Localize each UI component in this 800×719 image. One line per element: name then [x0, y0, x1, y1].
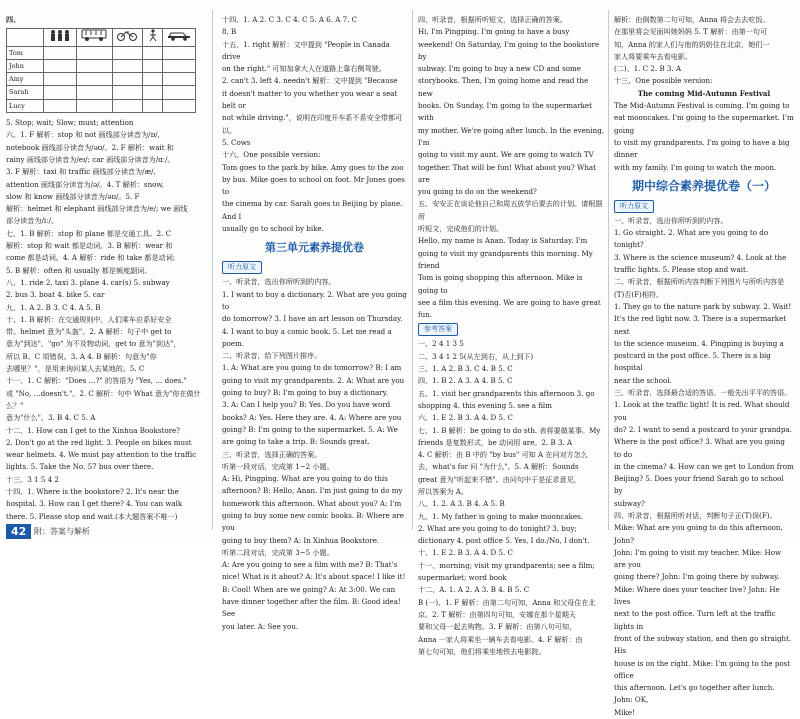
text-line: 七、1. B 解析：stop 和 plane 都是交通工具。2. C	[6, 228, 172, 238]
text-line: do? 2. I want to send a postcard to your grandpa.	[614, 424, 792, 434]
text-line: 二、3 4 1 2 5(从左到右，从上到下)	[418, 351, 534, 361]
text-line: slow 和 know 画线部分读音为/əʊ/。5. F	[6, 191, 140, 201]
text-line: 4. C 解析：由 B 中的 "by bus" 可知 A 在问对方怎么	[418, 450, 588, 460]
text-line: Tom goes to the park by bike. Amy goes to the zoo	[222, 162, 404, 172]
text-line: 知，Anna 的家人们与他的奶奶住在北京，她们一	[614, 39, 770, 49]
text-line: 九、1. My father is going to make mooncakes.	[418, 511, 583, 521]
essay-lines	[614, 100, 794, 174]
bus-icon	[77, 29, 112, 46]
text-line: 部分读音为/iː/。	[6, 216, 59, 226]
listening-banner: 听力原文	[222, 261, 262, 274]
text-line: you going to do on the weekend?	[418, 187, 537, 197]
text-line: front of the subway station, and then go straight. His	[614, 633, 792, 656]
text-line: 2. bus 3. boat 4. bike 5. car	[6, 290, 105, 300]
text-line: going to visit my aunt. We are going to watch TV	[418, 150, 594, 160]
text-line: not while driving."，说明在印度开车系不系安全带都可以。	[222, 113, 403, 135]
answer-lines	[614, 14, 794, 88]
text-line: 京。2. T 解析：由第四句可知，安娜在那个星期天	[418, 609, 576, 619]
text-line: next to the post office. Turn left at the traffic lights in	[614, 609, 776, 631]
text-line: attention 画线部分读音为/ə/。4. T 解析：snow,	[6, 179, 164, 189]
text-line: to visit my grandparents. I'm going to have a big dinner	[614, 137, 790, 160]
text-line: 听短文，完成他们的计划。	[418, 224, 504, 234]
text-line: traffic lights. 5. Please stop and wait.	[614, 265, 749, 275]
people-icon	[44, 29, 77, 46]
column-3	[418, 14, 604, 656]
text-line: storybooks. Then, I'm going home and read the new	[418, 76, 589, 98]
text-line: 七、1. B 解析：be going to do sth. 表将要做某事。My	[418, 425, 601, 435]
text-line: in the cinema? 4. How can we get to London from	[614, 461, 794, 471]
text-line: 2. Don't go at the red light. 3. People on bikes must	[6, 437, 192, 447]
walk-icon	[143, 29, 162, 46]
text-line: 十、1. E 2. B 3. A 4. D 5. C	[418, 548, 513, 558]
text-line: (二)、1. C 2. B 3. A	[614, 64, 682, 74]
text-line: shopping 4. this evening 5. see a film	[418, 400, 552, 410]
table-row: Lucy	[7, 99, 196, 112]
text-line: 带。helmet 意为"头盔"。2. A 解析：句子中 get to	[6, 327, 172, 337]
text-line: have dinner together after the film. B: Good idea! See	[222, 597, 401, 619]
text-line: 十四、1. Where is the bookstore? 2. It's near the	[6, 486, 179, 496]
text-line: 3. A: Can I help you? B: Yes. Do you have word	[222, 400, 391, 410]
section-heading: 四、	[6, 15, 21, 24]
text-line: 十二、A. 1. A 2. A 3. B 4. B 5. C	[418, 585, 530, 595]
text-line: this afternoon. Let's go together after lunch. John: OK,	[614, 683, 775, 705]
text-line: 在那里将会见面叫她妈妈 5. T 解析：由第一句可	[614, 27, 768, 37]
text-line: 5. B 解析：often 和 usually 都是频度副词。	[6, 265, 152, 275]
text-line: 八、1. ride 2. taxi 3. plane 4. car(s) 5. subway	[6, 277, 170, 287]
text-line: 1. Look at the traffic light! It is red. What should you	[614, 400, 790, 422]
text-line: 听第一段对话，完成第 1~2 小题。	[222, 461, 334, 471]
text-line: 3. F 解析：taxi 和 traffic 画线部分读音为/æ/,	[6, 167, 156, 177]
text-line: 三、1. A 2. B 3. C 4. B 5. C	[418, 364, 513, 374]
text-line: Hi, I'm Pingping. I'm going to have a busy	[418, 27, 570, 37]
text-line: Mike: What are you going to do this afternoon, John?	[614, 523, 783, 545]
text-line: 十三、3 1 5 4 2	[6, 474, 59, 484]
exam-title: 期中综合素养提优卷（一）	[631, 178, 776, 193]
text-line: together. That will be fun! What about you? What are	[418, 162, 596, 184]
text-line: 三、听录音，选择正确的答案。	[222, 449, 322, 459]
text-line: friends 是复数形式，be 动词用 are。2. B 3. A	[418, 437, 573, 447]
text-line: you later. A: See you.	[222, 621, 299, 631]
text-line: 意为"什么"。3. B 4. C 5. A	[6, 413, 96, 423]
text-line: 十五、1. right 解析：文中提到 "People in Canada drive	[222, 39, 390, 61]
text-line: 解析：helmet 和 elephant 画线部分读音为/e/; we 画线	[6, 204, 188, 214]
text-line: going? B: I'm going to the supermarket. 5. A: We	[222, 424, 398, 434]
text-line: 十四、1. A 2. C 3. C 4. C 5. A 6. A 7. C	[222, 15, 358, 24]
answer-lines	[418, 338, 604, 658]
text-line: 1. I want to buy a dictionary. 2. What are you going to	[222, 289, 407, 311]
text-line: 一、听录音，选出你所听到的内容。	[614, 215, 728, 225]
text-line: 一、听录音，选出你所听到的内容。	[222, 277, 336, 287]
text-line: 八、1. 2. A 3. B 4. A 5. B	[418, 499, 505, 509]
text-line: 第七句可知，他们将乘坐地铁去电影院。	[418, 646, 546, 656]
column-divider	[212, 10, 213, 530]
table-row: John	[7, 59, 196, 72]
text-line: 1. They go to the nature park by subway. 2. Wait!	[614, 301, 792, 311]
essay-title: The coming Mid-Autumn Festival	[637, 88, 771, 98]
text-line: B: Cool! When are we going? A: At 3:00. We can	[222, 584, 396, 594]
page-number: 42	[6, 524, 31, 539]
text-line: John: I'm going to visit my teacher. Mike: How are you	[614, 547, 782, 570]
table-row: Tom	[7, 46, 196, 59]
text-line: eat mooncakes. I'm going to the supermarket. I'm going	[614, 113, 794, 135]
text-line: The Mid-Autumn Festival is coming. I'm going to	[614, 101, 790, 111]
text-line: going to visit my grandparents this morning. My friend	[418, 248, 593, 270]
text-line: 二、听录音，根据所听内容判断下列图片与所听内容是(T)否(F)相符。	[614, 277, 785, 299]
text-line: 8. B	[222, 27, 237, 37]
text-line: A: Are you going to see a film with me? B: That's	[222, 560, 398, 570]
text-line: Mike: Where does your teacher live? John: He lives	[614, 584, 780, 607]
text-line: 要和父母一起去购物。3. F 解析：由第八句可知，	[418, 622, 577, 632]
text-line: subway?	[614, 498, 645, 508]
text-line: Hello, my name is Anan. Today is Saturday. I'm	[418, 236, 588, 246]
reference-answer-banner: 参考答案	[418, 323, 458, 336]
text-line: 十一、1. C 解析："Does …?" 的答语为 "Yes, … does."	[6, 376, 187, 386]
text-line: subway. I'm going to buy a new CD and some	[418, 64, 581, 74]
text-line: postcard in the post office. 5. There is a big hospital	[614, 351, 771, 373]
page-footer	[0, 520, 800, 545]
text-line: wear helmets. 4. We must pay attention to the traffic	[6, 450, 197, 460]
column-1	[6, 14, 202, 532]
text-line: 五、安安正在谈论他自己和周五放学后要去的计划。请根据所	[418, 199, 603, 221]
text-line: 1. A: What are you going to do tomorrow? B: I am	[222, 363, 402, 373]
text-line: homework this afternoon. What about you? A: I'm	[222, 498, 402, 508]
text-line: 意为"到达"，"go" 为不及物动词，get to 意为"到达"，	[6, 339, 181, 349]
text-line: usually go to school by bike.	[222, 224, 324, 234]
text-line: 一、2 4 1 3 5	[418, 339, 464, 349]
unit-title: 第三单元素养提优卷	[265, 241, 364, 255]
text-line: 2. can't 3. left 4. needn't 解析：文中提到 "Because	[222, 76, 398, 86]
text-line: going to buy? B: I'm going to buy a dictionary.	[222, 388, 388, 398]
text-line: rainy 画线部分读音为/eɪ/; car 画线部分读音为/ɑː/。	[6, 154, 175, 164]
text-line: 5. Stop; wait; Slow; must; attention	[6, 118, 134, 128]
text-line: Mike!	[614, 707, 635, 717]
text-line: there. 5. Please stop and wait.(本大题答案不唯一)	[6, 511, 178, 521]
text-line: 六、1. F 解析：stop 和 not 画线部分读音为/ɒ/,	[6, 130, 160, 140]
table-row: Sarah	[7, 86, 196, 99]
text-line: 二、听录音，给下列图片排序。	[222, 351, 322, 361]
text-line: the cinema by car. Sarah goes to Beijing by plane. And I	[222, 199, 403, 221]
text-line: A: Hi, Pingping. What are you going to do this	[222, 474, 388, 484]
text-line: Tom is going shopping this afternoon. Mike is going to	[418, 273, 583, 295]
text-line: 四、听录音，根据所听对话，判断句子正(T)误(F)。	[614, 510, 777, 520]
text-line: supermarket; word book	[418, 573, 507, 583]
text-line: it doesn't matter to you whether you wear a seat belt or	[222, 88, 398, 111]
text-line: B (一)、1. F 解析：由第二句可知，Anna 和父母住在北	[418, 597, 596, 607]
text-line: It's the red light now. 3. There is a supermarket next	[614, 314, 787, 336]
text-line: Anna 一家人将乘坐一辆车去看电影。4. F 解析：由	[418, 634, 583, 644]
text-line: are going to take a trip. B: Sounds great.	[222, 437, 370, 447]
listening-lines	[614, 215, 794, 719]
text-line: afternoon? B: Hello, Anan. I'm just going to do my	[222, 486, 403, 496]
text-line: 解析：stop 和 wait 都是动词。3. B 解析：wear 和	[6, 241, 173, 251]
text-line: 家人将要乘车去看电影。	[614, 51, 693, 61]
text-line: going to buy some new comic books. B: Where are you	[222, 510, 404, 533]
bike-icon	[112, 29, 143, 46]
text-line: 十、1. B 解析：在交通规则中，人们乘车应系好安全	[6, 314, 172, 324]
text-line: 六、1. E 2. B 3. A 4. D 5. C	[418, 413, 513, 423]
text-line: do tomorrow? 3. I have an art lesson on Thursday.	[222, 314, 403, 324]
text-line: 或 "No, …doesn't."。2. C 解析：句中 What 意为"你在做什么？"	[6, 388, 201, 410]
text-line: 所以 B、C 项错误。3. A 4. B 解析：句意为"你	[6, 351, 157, 361]
footer-label: 附：答案与解析	[34, 527, 90, 536]
text-line: by bus. Mike goes to school on foot. Mr Jones goes to	[222, 174, 405, 197]
column-divider	[412, 10, 413, 530]
text-line: 3. Where is the science museum? 4. Look at the	[614, 252, 787, 262]
listening-banner: 听力原文	[614, 200, 654, 213]
text-line: 四、1. B 2. A 3. A 4. B 5. C	[418, 376, 513, 386]
text-line: 十一、morning; visit my grandparents; see a film;	[418, 560, 595, 570]
text-line: dictionary 4. post office 5. Yes, I do./No, I don't.	[418, 536, 590, 546]
answer-lines	[6, 117, 202, 523]
table-row: Amy	[7, 73, 196, 86]
text-line: 所以答案为 A。	[418, 486, 468, 496]
text-line: see a film this evening. We are going to have great fun.	[418, 297, 601, 320]
listening-lines	[222, 276, 407, 633]
text-line: books. On Sunday, I'm going to the supermarket with	[418, 101, 592, 123]
text-line: 去，what's for 问 "为什么"。5. A 解析：Sounds	[418, 462, 579, 472]
text-line: 4. I want to buy a comic book. 5. Let me read a poem.	[222, 326, 392, 348]
text-line: going to visit my grandparents. 2. A: What are you	[222, 375, 405, 385]
text-line: on the right." 可知加拿大人在道路上靠右侧驾驶。	[222, 64, 386, 74]
text-line: notebook 画线部分读音为/əʊ/。2. F 解析：wait 和	[6, 142, 174, 152]
text-line: near the school.	[614, 375, 672, 385]
text-line: 五、1. visit her grandparents this afternoon 3. go	[418, 388, 595, 398]
text-line: 1. Go straight. 2. What are you going to do tonight?	[614, 228, 769, 250]
text-line: great 意为"听起来不错"。由问句中于是征求意见，	[418, 474, 581, 484]
text-line: 听第二段对话，完成第 3~5 小题。	[222, 547, 334, 557]
text-line: 去哪里？"，是用来询问某人去某地的。5. C	[6, 364, 145, 374]
text-line: going to buy them? A: In Xinhua Bookstore.	[222, 535, 380, 545]
text-line: lights. 5. Take the No. 57 bus over there.	[6, 462, 154, 472]
text-line: Where is the post office? 3. What are you going to do	[614, 437, 785, 459]
text-line: books? A: Yes. Here they are. 4. A: Where are you	[222, 412, 402, 422]
text-line: 解析：由倒数第二句可知，Anna 将会去去吃饭。	[614, 15, 770, 24]
column-divider	[608, 10, 609, 530]
answer-lines	[222, 14, 407, 235]
text-line: nice! What is it about? A: It's about space! I like it!	[222, 572, 406, 582]
listening-lines	[418, 14, 604, 321]
text-line: 2. What are you going to do tonight? 3. buy;	[418, 523, 577, 533]
text-line: hospital. 3. How can I get there? 4. You can walk	[6, 499, 183, 509]
text-line: 九、1. A 2. B 3. C 4. A 5. B	[6, 302, 101, 312]
text-line: weekend! On Saturday, I'm going to the bookstore by	[418, 39, 600, 61]
text-line: with my family. I'm going to watch the moon.	[614, 162, 777, 172]
text-line: house is on the right. Mike: I'm going to the post office	[614, 658, 791, 680]
column-2	[222, 14, 407, 631]
text-line: 十二、1. How can I get to the Xinhua Bookstore?	[6, 425, 180, 435]
text-line: going there? John: I'm going there by subway.	[614, 572, 780, 582]
text-line: 十三、One possible version:	[614, 76, 713, 86]
text-line: 三、听录音，选择最合适的答语。一般先出平平的答语。	[614, 388, 792, 398]
text-line: 四、听录音，根据所听短文，选择正确的答案。	[418, 15, 567, 24]
text-line: my mother. We're going after lunch. In the evening, I'm	[418, 125, 604, 147]
column-4	[614, 14, 794, 717]
text-line: come 都是动词。4. A 解析：ride 和 take 都是动词;	[6, 253, 176, 263]
transport-table	[6, 28, 196, 113]
text-line: Beijing? 5. Does your friend Sarah go to school by	[614, 474, 784, 496]
car-icon	[162, 29, 195, 46]
text-line: to the science museum. 4. Pingping is buying a	[614, 338, 784, 348]
icon-row	[7, 29, 196, 46]
text-line: 十六、One possible version:	[222, 150, 321, 160]
text-line: 5. Cows	[222, 137, 251, 147]
